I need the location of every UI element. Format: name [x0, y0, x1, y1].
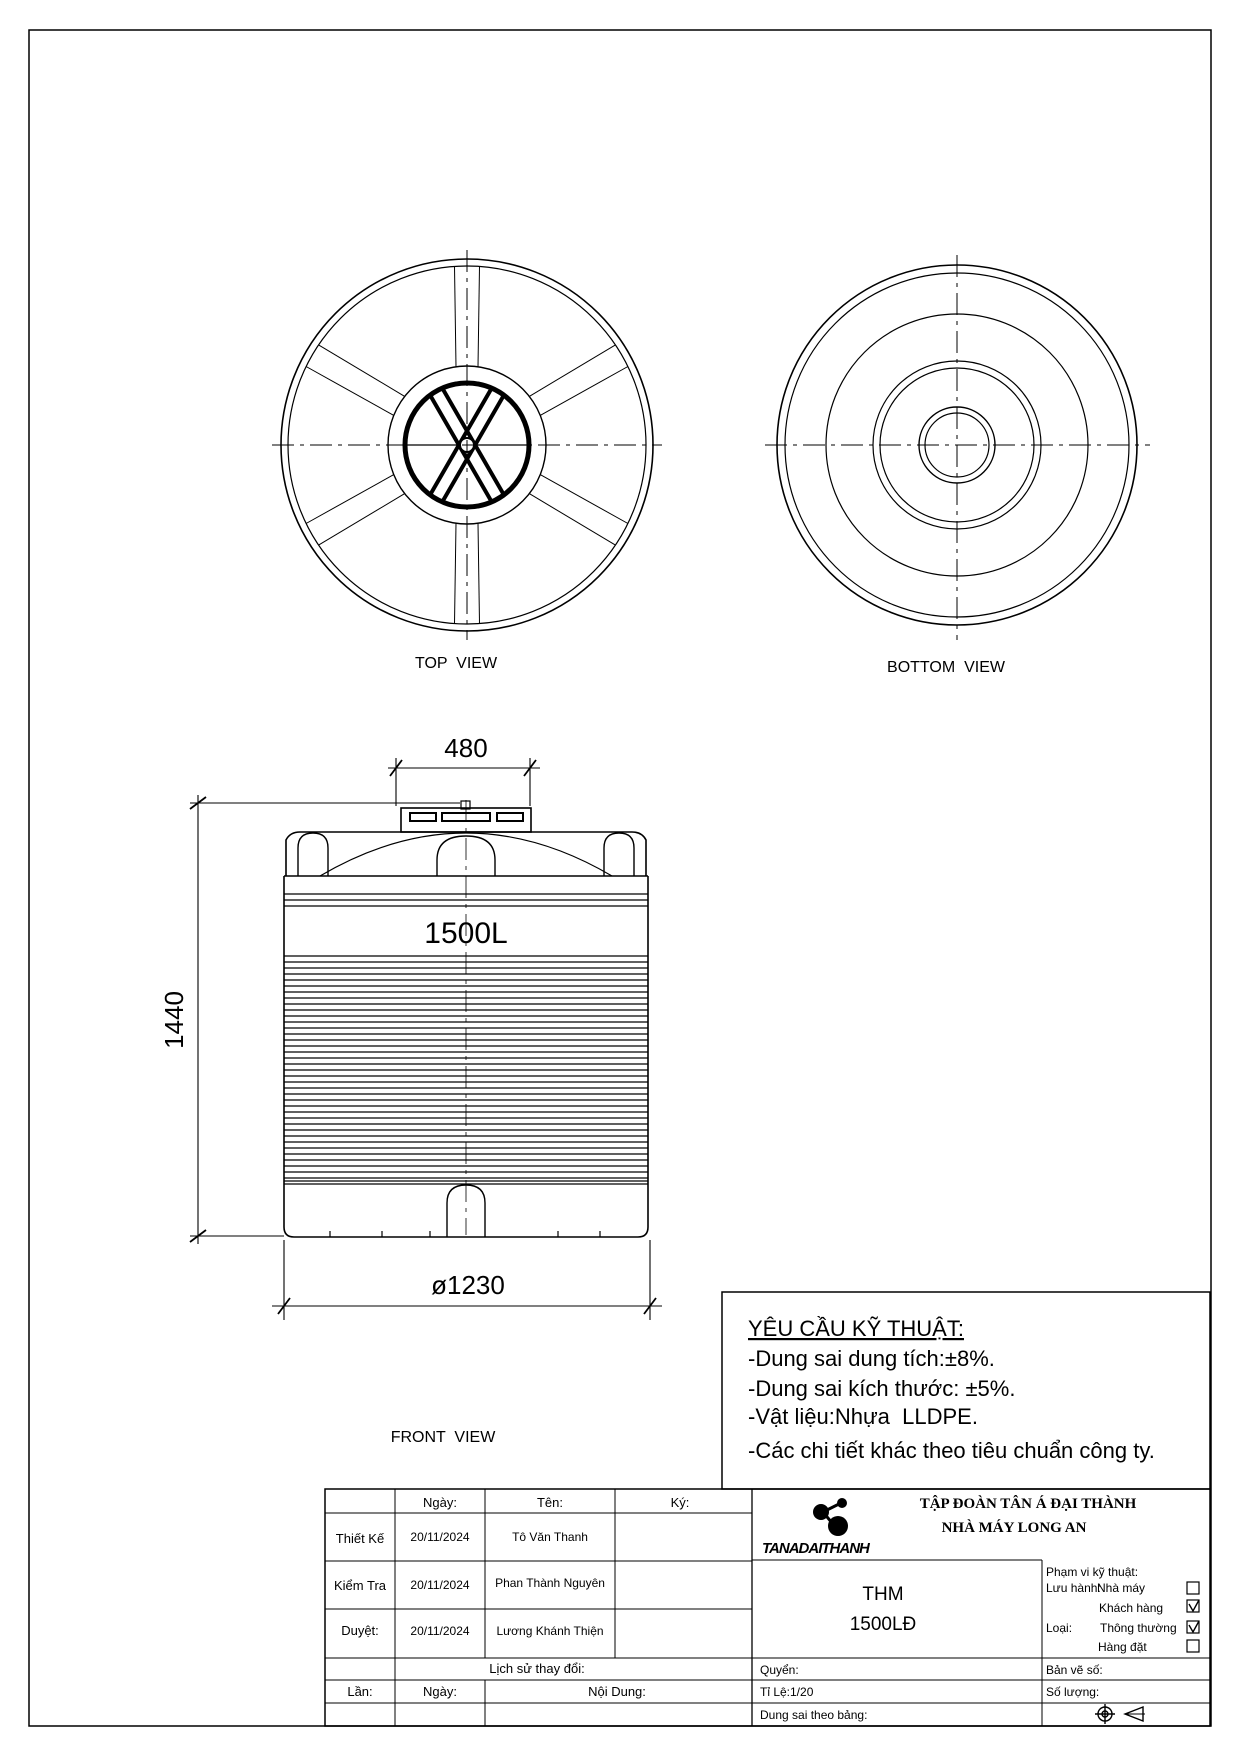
top-view-drawing	[272, 250, 662, 640]
date-designer: 20/11/2024	[410, 1530, 470, 1544]
role-checker: Kiểm Tra	[333, 1578, 387, 1593]
tolerance-label: Dung sai theo bảng:	[760, 1708, 868, 1722]
circulation-factory: Nhà máy	[1097, 1581, 1146, 1595]
role-approver: Duyệt:	[341, 1623, 379, 1638]
top-rib-line	[540, 367, 628, 416]
name-checker: Phan Thành Nguyên	[495, 1576, 605, 1590]
height-value: 1440	[159, 991, 189, 1049]
date-approver: 20/11/2024	[410, 1624, 470, 1638]
top-rib-line	[306, 475, 394, 524]
name-designer: Tô Văn Thanh	[512, 1530, 588, 1544]
factory-name: NHÀ MÁY LONG AN	[941, 1520, 1087, 1536]
col-header-sign: Ký:	[670, 1495, 690, 1510]
requirement-line: -Dung sai dung tích:±8%.	[748, 1346, 995, 1371]
requirement-line: -Dung sai kích thước: ±5%.	[748, 1376, 1016, 1401]
date-checker: 20/11/2024	[410, 1578, 470, 1592]
history-col-date: Ngày:	[423, 1684, 457, 1699]
front-view-label: FRONT VIEW	[390, 1429, 496, 1446]
circulation-customer: Khách hàng	[1099, 1601, 1164, 1615]
factory-checkbox[interactable]	[1187, 1582, 1199, 1594]
top-rib-line	[478, 523, 480, 623]
top-rib-line	[540, 475, 628, 524]
top-view-label: TOP VIEW	[414, 655, 498, 672]
requirement-line: -Các chi tiết khác theo tiêu chuẩn công ty.	[748, 1438, 1155, 1463]
top-rib-line	[529, 494, 615, 545]
top-rib-line	[319, 494, 405, 545]
col-header-name: Tên:	[536, 1495, 564, 1510]
product-code: THM	[862, 1584, 904, 1605]
company-name: TẬP ĐOÀN TÂN Á ĐẠI THÀNH	[919, 1496, 1137, 1512]
col-header-date: Ngày:	[423, 1495, 457, 1510]
circulation-label: Lưu hành:	[1046, 1581, 1101, 1595]
scope-title: Phạm vi kỹ thuật:	[1046, 1565, 1139, 1579]
company-logo	[762, 1498, 871, 1557]
name-approver: Lương Khánh Thiện	[496, 1624, 604, 1638]
capacity-mark: 1500L	[424, 917, 508, 950]
projection-symbol-icon	[1095, 1704, 1145, 1724]
role-designer: Thiết Kế	[335, 1531, 385, 1546]
diameter-value: ø1230	[431, 1270, 505, 1300]
bottom-view-label: BOTTOM VIEW	[887, 659, 1005, 676]
height-dimension	[190, 795, 460, 1244]
change-history-title: Lịch sử thay đổi:	[489, 1661, 585, 1676]
top-rib-line	[478, 266, 480, 366]
bottom-view-drawing	[765, 255, 1150, 640]
top-rib-line	[455, 523, 457, 623]
volume-label: Quyển:	[760, 1663, 799, 1677]
front-view-drawing	[284, 800, 648, 1237]
sheet-border	[29, 30, 1211, 1726]
quantity-label: Số lượng:	[1046, 1685, 1100, 1699]
scale-label: Tỉ Lệ:1/20	[760, 1685, 814, 1699]
history-col-content: Nội Dung:	[588, 1684, 646, 1699]
type-special: Hàng đặt	[1098, 1640, 1147, 1654]
history-col-times: Lần:	[347, 1684, 373, 1699]
special-checkbox[interactable]	[1187, 1640, 1199, 1652]
top-rib-line	[455, 266, 457, 366]
top-rib-line	[529, 345, 615, 397]
top-rib-line	[306, 367, 394, 416]
drawing-number-label: Bản vẽ số:	[1046, 1663, 1103, 1677]
type-normal: Thông thường	[1100, 1621, 1177, 1635]
lid-width-dimension	[388, 758, 540, 806]
top-rib-line	[319, 345, 405, 397]
product-model: 1500LĐ	[849, 1614, 917, 1635]
requirements-title: YÊU CẦU KỸ THUẬT:	[748, 1316, 964, 1341]
type-label: Loại:	[1046, 1621, 1073, 1635]
logo-wordmark: TANADAITHANH	[762, 1540, 869, 1557]
lid-width-value: 480	[444, 733, 488, 763]
requirement-line: -Vật liệu:Nhựa LLDPE.	[748, 1404, 978, 1429]
